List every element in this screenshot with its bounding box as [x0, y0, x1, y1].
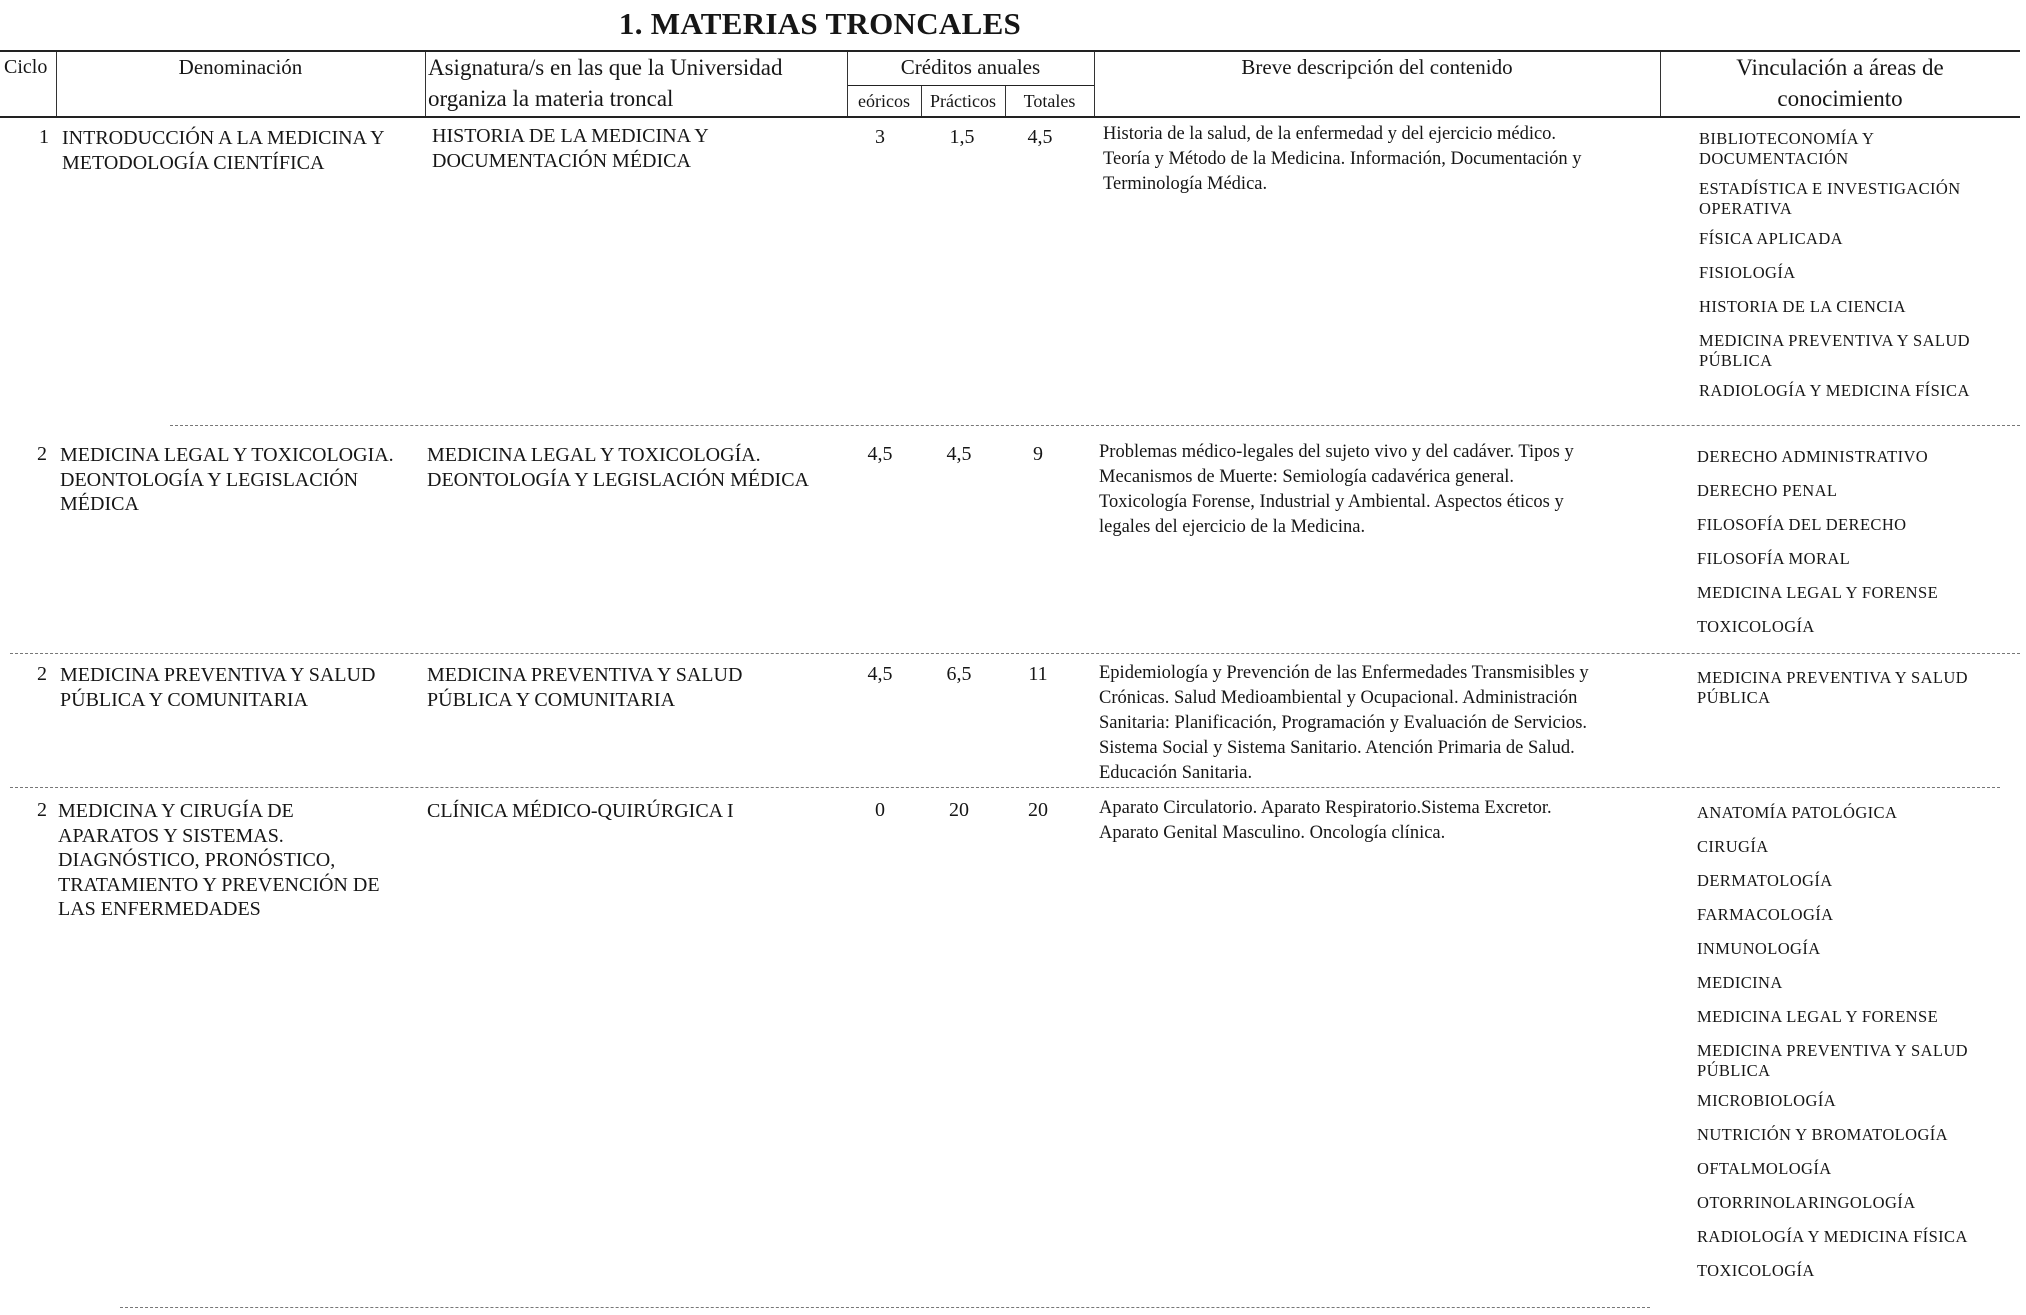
text-line: PÚBLICA Y COMUNITARIA [427, 688, 676, 711]
header-vinculacion-line2: conocimiento [1777, 86, 1903, 111]
text-line: Mecanismos de Muerte: Semiología cadavérica general. [1099, 467, 1515, 487]
text-line: DEONTOLOGÍA Y LEGISLACIÓN MÉDICA [427, 468, 810, 491]
text-line: Problemas médico-legales del sujeto vivo y del cadáver. Tipos y [1099, 442, 1574, 462]
area-item: FARMACOLOGÍA [1697, 905, 1834, 924]
text-line: HISTORIA DE LA MEDICINA Y [432, 125, 709, 147]
area-item: HISTORIA DE LA CIENCIA [1699, 297, 1906, 316]
text-line: DEONTOLOGÍA Y LEGISLACIÓN [60, 468, 359, 491]
row-asignatura [432, 124, 709, 173]
row-teoricos: 0 [875, 799, 885, 821]
row-practicos: 4,5 [946, 443, 972, 465]
header-denominacion: Denominación [178, 55, 303, 79]
text-line: TRATAMIENTO Y PREVENCIÓN DE [58, 873, 380, 896]
area-item: ESTADÍSTICA E INVESTIGACIÓN OPERATIVA [1699, 179, 1961, 218]
row-descripcion [1099, 440, 1574, 540]
header-descripcion: Breve descripción del contenido [1241, 55, 1513, 79]
area-item: CIRUGÍA [1697, 837, 1769, 856]
text-line: Teoría y Método de la Medicina. Información, Documentación y [1103, 149, 1582, 169]
text-line: Historia de la salud, de la enfermedad y del ejercicio médico. [1103, 124, 1557, 144]
header-divider-denominacion [425, 52, 426, 116]
header-asignatura [428, 52, 783, 114]
text-line: MEDICINA PREVENTIVA Y SALUD [427, 664, 743, 686]
row-teoricos: 4,5 [867, 443, 893, 465]
header-creditos: Créditos anuales [900, 55, 1041, 79]
row-totales: 4,5 [1027, 126, 1053, 148]
text-line: METODOLOGÍA CIENTÍFICA [62, 151, 325, 174]
text-line: CLÍNICA MÉDICO-QUIRÚRGICA I [427, 800, 734, 822]
row-teoricos: 3 [875, 126, 885, 148]
area-item: MEDICINA LEGAL Y FORENSE [1697, 1007, 1939, 1026]
text-line: Epidemiología y Prevención de las Enfermedades Transmisibles y [1099, 663, 1589, 683]
area-item: MEDICINA [1697, 973, 1783, 992]
row-areas [1699, 129, 2009, 415]
row-denominacion [58, 799, 380, 922]
row-totales: 20 [1028, 799, 1048, 821]
text-line: MEDICINA LEGAL Y TOXICOLOGÍA. [427, 444, 761, 466]
area-item: RADIOLOGÍA Y MEDICINA FÍSICA [1699, 381, 1970, 400]
row-separator [10, 787, 2000, 788]
area-item: OFTALMOLOGÍA [1697, 1159, 1832, 1178]
text-line: APARATOS Y SISTEMAS. [58, 824, 284, 847]
text-line: LAS ENFERMEDADES [58, 898, 261, 920]
header-teoricos: eóricos [858, 91, 910, 111]
area-item: MEDICINA PREVENTIVA Y SALUD PÚBLICA [1697, 1041, 1968, 1080]
area-item: MEDICINA PREVENTIVA Y SALUD PÚBLICA [1697, 668, 1968, 707]
area-item: DERECHO PENAL [1697, 481, 1838, 500]
text-line: Sistema Social y Sistema Sanitario. Atención Primaria de Salud. [1099, 738, 1575, 758]
row-denominacion [60, 443, 394, 517]
area-item: FISIOLOGÍA [1699, 263, 1796, 282]
text-line: MEDICINA PREVENTIVA Y SALUD [60, 664, 376, 686]
text-line: Crónicas. Salud Medioambiental y Ocupacional. Administración [1099, 688, 1578, 708]
row-practicos: 1,5 [949, 126, 975, 148]
area-item: TOXICOLOGÍA [1697, 617, 1815, 636]
row-ciclo: 2 [37, 799, 47, 821]
text-line: Educación Sanitaria. [1099, 763, 1253, 783]
header-asignatura-line2: organiza la materia troncal [428, 86, 674, 111]
row-asignatura [427, 443, 809, 492]
area-item: FILOSOFÍA MORAL [1697, 549, 1851, 568]
text-line: Aparato Circulatorio. Aparato Respiratorio.Sistema Excretor. [1099, 798, 1552, 818]
text-line: Toxicología Forense, Industrial y Ambiental. Aspectos éticos y [1099, 492, 1564, 512]
row-separator [10, 653, 2020, 654]
row-separator [170, 425, 2020, 426]
text-line: PÚBLICA Y COMUNITARIA [60, 688, 309, 711]
area-item: ANATOMÍA PATOLÓGICA [1697, 803, 1898, 822]
text-line: Aparato Genital Masculino. Oncología clínica. [1099, 823, 1446, 843]
row-separator [120, 1307, 1650, 1308]
row-totales: 9 [1033, 443, 1043, 465]
header-practicos: Prácticos [930, 91, 996, 111]
area-item: DERMATOLOGÍA [1697, 871, 1833, 890]
text-line: Terminología Médica. [1103, 174, 1268, 194]
row-ciclo: 1 [39, 126, 49, 148]
text-line: DIAGNÓSTICO, PRONÓSTICO, [58, 849, 336, 871]
area-item: OTORRINOLARINGOLOGÍA [1697, 1193, 1916, 1212]
area-item: MEDICINA PREVENTIVA Y SALUD PÚBLICA [1699, 331, 1970, 370]
text-line: DOCUMENTACIÓN MÉDICA [432, 149, 691, 172]
area-item: DERECHO ADMINISTRATIVO [1697, 447, 1929, 466]
page-title: 1. MATERIAS TRONCALES [618, 6, 1022, 41]
area-item: MICROBIOLOGÍA [1697, 1091, 1837, 1110]
row-asignatura [427, 799, 734, 824]
row-descripcion [1103, 122, 1582, 197]
area-item: NUTRICIÓN Y BROMATOLOGÍA [1697, 1125, 1948, 1144]
row-ciclo: 2 [37, 443, 47, 465]
header-vinculacion [1660, 52, 2020, 114]
row-ciclo: 2 [37, 663, 47, 685]
area-item: BIBLIOTECONOMÍA Y DOCUMENTACIÓN [1699, 129, 1874, 168]
row-practicos: 6,5 [946, 663, 972, 685]
area-item: FÍSICA APLICADA [1699, 229, 1843, 248]
header-ciclo: Ciclo [4, 56, 48, 78]
area-item: RADIOLOGÍA Y MEDICINA FÍSICA [1697, 1227, 1968, 1246]
text-line: MÉDICA [60, 493, 139, 515]
header-bottom-rule [0, 116, 2020, 118]
row-practicos: 20 [949, 799, 969, 821]
header-asignatura-line1: Asignatura/s en las que la Universidad [428, 55, 783, 80]
header-vinculacion-line1: Vinculación a áreas de [1736, 55, 1944, 80]
text-line: legales del ejercicio de la Medicina. [1099, 517, 1366, 537]
row-asignatura [427, 663, 742, 712]
area-item: TOXICOLOGÍA [1697, 1261, 1815, 1280]
header-totales: Totales [1023, 91, 1076, 111]
area-item: INMUNOLOGÍA [1697, 939, 1821, 958]
text-line: MEDICINA Y CIRUGÍA DE [58, 800, 294, 822]
row-denominacion [62, 126, 385, 175]
text-line: Sanitaria: Planificación, Programación y Evaluación de Servicios. [1099, 713, 1588, 733]
row-areas [1697, 447, 2017, 651]
row-areas [1697, 668, 2007, 722]
row-denominacion [60, 663, 375, 712]
row-totales: 11 [1028, 663, 1048, 685]
row-teoricos: 4,5 [867, 663, 893, 685]
text-line: MEDICINA LEGAL Y TOXICOLOGIA. [60, 444, 394, 466]
row-areas [1697, 803, 2007, 1295]
row-descripcion [1099, 661, 1589, 786]
area-item: FILOSOFÍA DEL DERECHO [1697, 515, 1907, 534]
row-descripcion [1099, 796, 1552, 846]
text-line: INTRODUCCIÓN A LA MEDICINA Y [62, 127, 385, 149]
area-item: MEDICINA LEGAL Y FORENSE [1697, 583, 1939, 602]
